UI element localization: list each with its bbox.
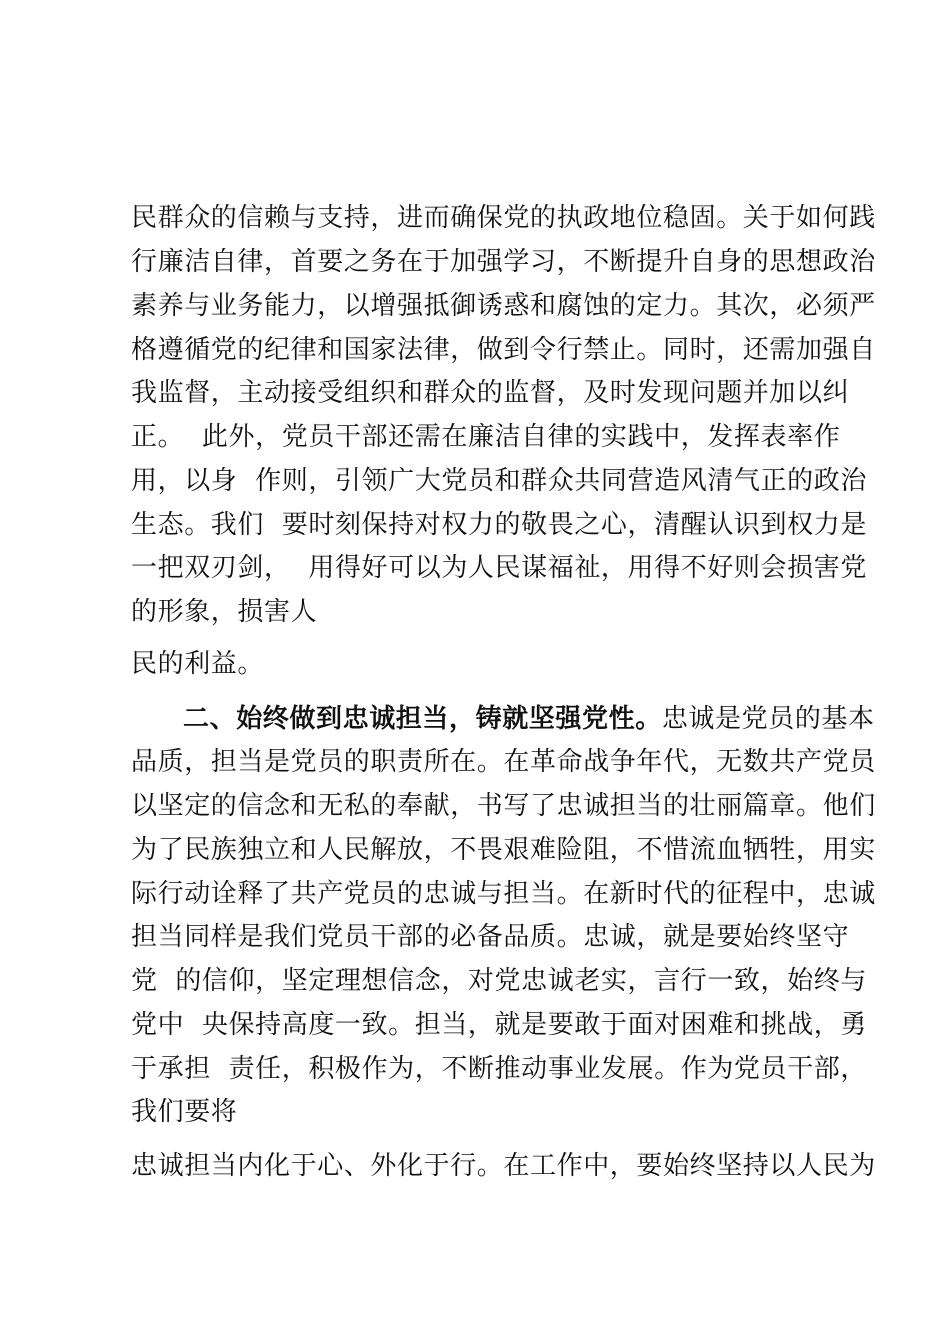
text-line: 党 的信仰，坚定理想信念，对党忠诚老实，言行一致，始终与 bbox=[131, 966, 867, 996]
text-line: 行廉洁自律，首要之务在于加强学习，不断提升自身的思想政治 bbox=[131, 247, 876, 277]
text-line: 生态。我们 要时刻保持对权力的敬畏之心，清醒认识到权力是 bbox=[131, 510, 867, 540]
text-line: 民群众的信赖与支持，进而确保党的执政地位稳固。关于如何践 bbox=[131, 203, 876, 233]
text-line: 的形象，损害人 bbox=[131, 597, 318, 627]
text-line: 素养与业务能力，以增强抵御诱惑和腐蚀的定力。其次，必须严 bbox=[131, 291, 876, 321]
text-line: 我们要将 bbox=[131, 1097, 238, 1127]
text-line: 担当同样是我们党员干部的必备品质。忠诚，就是要始终坚守 bbox=[131, 922, 850, 952]
text-line: 忠诚担当内化于心、外化于行。在工作中，要始终坚持以人民为 bbox=[131, 1151, 876, 1181]
text-line: 民的利益。 bbox=[131, 649, 265, 679]
text-line: 格遵循党的纪律和国家法律，做到令行禁止。同时，还需加强自 bbox=[131, 335, 876, 365]
text-line: 于承担 责任，积极作为，不断推动事业发展。作为党员干部， bbox=[131, 1054, 867, 1084]
text-line: 我监督，主动接受组织和群众的监督，及时发现问题并加以纠 bbox=[131, 378, 850, 408]
text-line: 为了民族独立和人民解放，不畏艰难险阻，不惜流血牺牲，用实 bbox=[131, 835, 876, 865]
text-line: 党中 央保持高度一致。担当，就是要敢于面对困难和挑战，勇 bbox=[131, 1010, 867, 1040]
text-line: 品质，担当是党员的职责所在。在革命战争年代，无数共产党员 bbox=[131, 747, 876, 777]
section-heading-line bbox=[183, 702, 875, 736]
text-line: 以坚定的信念和无私的奉献，书写了忠诚担当的壮丽篇章。他们 bbox=[131, 791, 876, 821]
section-heading: 二、始终做到忠诚担当，铸就坚强党性。 bbox=[183, 704, 662, 734]
text-line: 一把双刃剑， 用得好可以为人民谋福祉，用得不好则会损害党 bbox=[131, 553, 867, 583]
text-line: 际行动诠释了共产党员的忠诚与担当。在新时代的征程中，忠诚 bbox=[131, 879, 876, 909]
text-run: 忠诚是党员的基本 bbox=[661, 704, 875, 734]
text-line: 用，以身 作则，引领广大党员和群众共同营造风清气正的政治 bbox=[131, 466, 867, 496]
text-line: 正。 此外，党员干部还需在廉洁自律的实践中，发挥表率作 bbox=[131, 422, 841, 452]
